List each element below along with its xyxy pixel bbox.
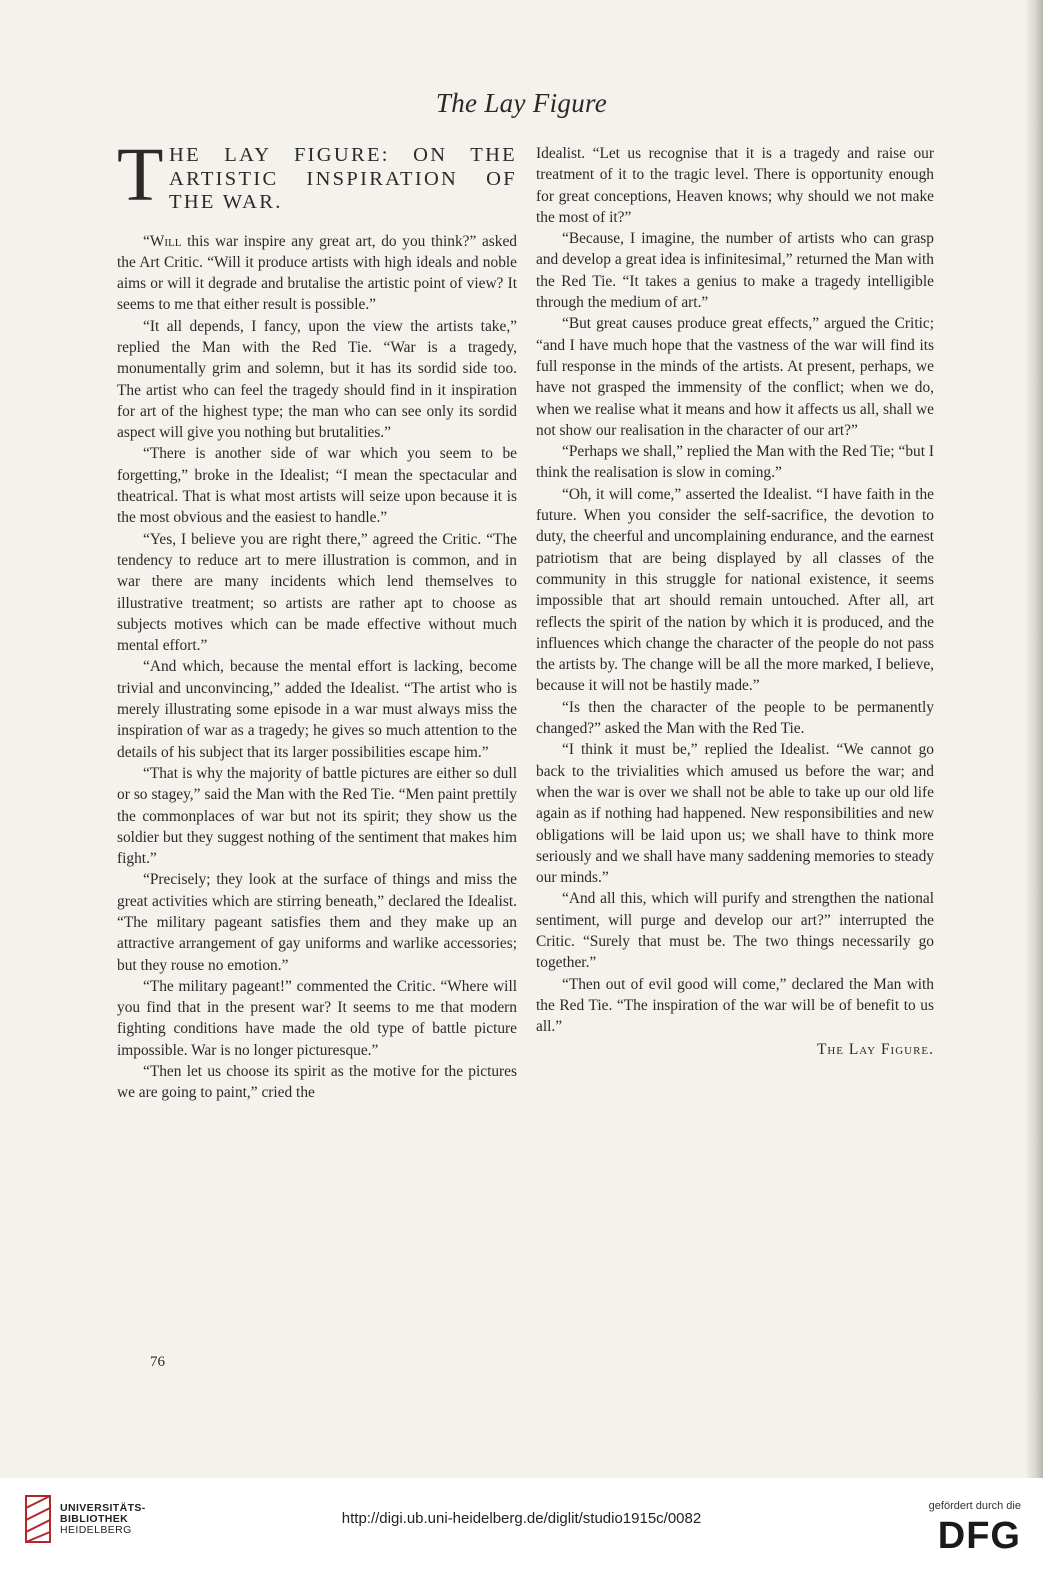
signature: The Lay Figure. — [816, 1041, 934, 1059]
library-city: HEIDELBERG — [60, 1524, 132, 1536]
permalink-url[interactable]: http://digi.ub.uni-heidelberg.de/diglit/studio1915c/0082 — [341, 1510, 702, 1527]
drop-cap: T — [117, 133, 164, 217]
paragraph: “But great causes produce great effects,” argued the Critic; “and I have much hope that the vastness of the war will find its full response in the minds of the artists. At present, perhaps, we have not grasped the immensity of the conflict; when we do, when we realise what it means and how it affects us all, shall we not show our realisation in the character of our art?” — [536, 315, 934, 439]
paragraph: “That is why the majority of battle pictures are either so dull or so stagey,” said the Man with the Red Tie. “Men paint prettily the commonplaces of war but not its spirit; they show us the soldier but they suggest nothing of the sentiment that makes him fight.” — [117, 764, 517, 868]
footer-bar — [0, 1478, 1043, 1576]
running-head: The Lay Figure — [435, 88, 608, 118]
article-heading — [117, 133, 517, 217]
paragraph: “Because, I imagine, the number of artists who can grasp and develop a great idea is infinitesimal,” returned the Man with the Red Tie. “It takes a genius to make a tragedy intelligible through the medium of art.” — [536, 230, 934, 312]
paragraph: “Perhaps we shall,” replied the Man with the Red Tie; “but I think the realisation is slow in coming.” — [536, 443, 934, 482]
paragraph: “Oh, it will come,” asserted the Idealist. “I have faith in the future. When you consider the self-sacrifice, the devotion to duty, the cheerful and uncomplaining endurance, and the earnest patriotism that are being displayed by all classes of the community in this struggle for national existence, it seems impossible that art should remain untouched. After all, art reflects the spirit of the nation by which it is produced, and the influences which change the character of the people do not pass the artists by. The change will be all the more marked, I believe, because it will not be hastily made.” — [536, 485, 934, 695]
paragraph-continuation: Idealist. “Let us recognise that it is a tragedy and raise our treatment of it to the tragic level. There is opportunity enough for great conceptions, Heaven knows; why should we not make the most of it?” — [536, 145, 934, 226]
paragraph: “And all this, which will purify and strengthen the national sentiment, will purge and develop our art?” interrupted the Critic. “Surely that must be. The two things necessarily go together.” — [536, 890, 934, 972]
paragraph: “It all depends, I fancy, upon the view the artists take,” replied the Man with the Red Tie. “War is a tragedy, monumentally grim and solemn, but it has its sordid side too. The artist who can feel the tragedy should find in it inspiration for art of the highest type; the man who can see only its sordid aspect will give you nothing but brutalities.” — [117, 317, 517, 442]
paragraph: “And which, because the mental effort is lacking, become trivial and unconvincing,” added the Idealist. “The artist who is merely illustrating some episode in a war must always miss the inspiration of war as a tragedy; he gives so much attention to the details of his subject that its larger possibilities escape him.” — [117, 658, 517, 761]
paragraph: “Then out of evil good will come,” declared the Man with the Red Tie. “The inspiration of the war will be of benefit to us all.” — [536, 975, 934, 1036]
page-edge-shadow — [1025, 0, 1043, 1478]
paragraph-lead: “ — [143, 232, 150, 250]
paragraph: “The military pageant!” commented the Critic. “Where will you find that in the present war? It seems to me that modern fighting conditions have made the old type of battle picture impossible. War is no longer picturesque.” — [117, 977, 517, 1059]
paragraph: “There is another side of war which you seem to be forgetting,” broke in the Idealist; “I mean the spectacular and theatrical. That is what most artists will seize upon because it is the most obvious and the easiest to handle.” — [117, 445, 517, 527]
dfg-logo: DFG — [937, 1515, 1021, 1557]
library-name-line: BIBLIOTHEK — [60, 1513, 129, 1525]
page-number: 76 — [150, 1354, 165, 1370]
paragraph: “Yes, I believe you are right there,” agreed the Critic. “The tendency to reduce art to mere illustration is common, and in war there are many incidents which lend themselves to illustrative treatment; so artists are rather apt to choose as subjects motives which can be made effective without much mental effort.” — [117, 530, 517, 655]
paragraph: “Is then the character of the people to be permanently changed?” asked the Man with the Red Tie. — [536, 698, 934, 738]
paragraph: “Then let us choose its spirit as the motive for the pictures we are going to paint,” cried the — [117, 1063, 517, 1102]
funded-by-label: gefördert durch die — [928, 1500, 1021, 1512]
paragraph-text: this war inspire any great art, do you think?” asked the Art Critic. “Will it produce artists with high ideals and noble aims or will it degrade and brutalise the artistic point of view? It seems to me that either result is possible.” — [117, 232, 517, 314]
paragraph: “Precisely; they look at the surface of things and miss the great activities which are stirring beneath,” declared the Idealist. “The military pageant satisfies them and they make up an attractive arrangement of gay uniforms and warlike accessories; but they rouse no emotion.” — [117, 871, 517, 974]
article-title: HE LAY FIGURE: ON THE ARTISTIC INSPIRATION OF THE WAR. — [169, 144, 517, 213]
right-column — [536, 143, 934, 1061]
left-column — [117, 133, 517, 1104]
paragraph — [117, 231, 517, 316]
paragraph: “I think it must be,” replied the Idealist. “We cannot go back to the trivialities which amused us before the war; and when the war is over we shall not be able to take up our old life again as if nothing had happened. New responsibilities and new obligations will be laid upon us; we shall have to think more seriously and we shall have many saddening memories to steady our minds.” — [536, 741, 934, 887]
library-name-line: UNIVERSITÄTS- — [60, 1502, 146, 1514]
small-caps-word: Will — [149, 232, 182, 250]
